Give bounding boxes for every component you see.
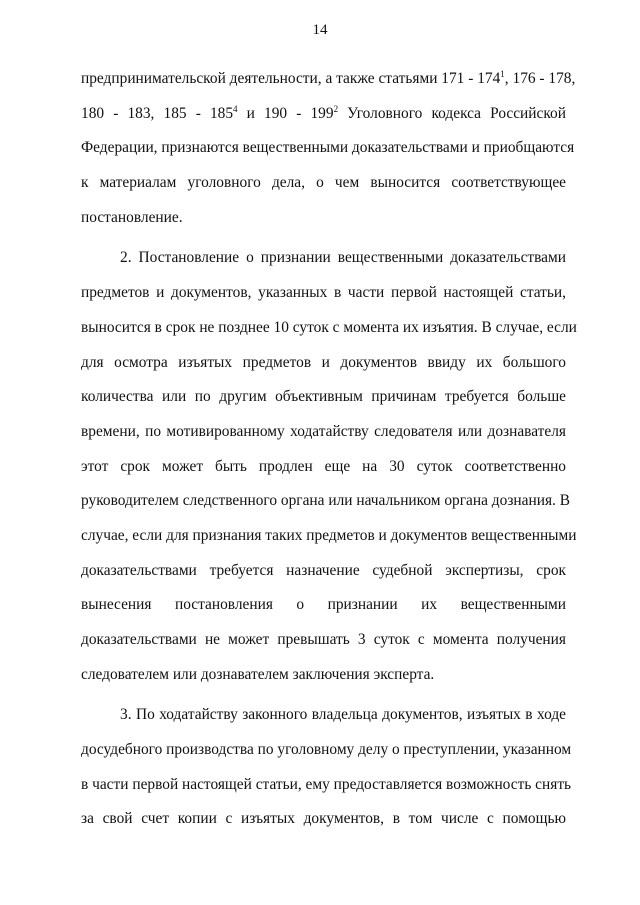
- page-number: 14: [312, 22, 328, 38]
- text-segment: доказательствами требуется назначение судебной экспертизы, срок: [81, 561, 566, 579]
- text-line: [81, 276, 566, 311]
- text-segment: постановление.: [81, 208, 183, 226]
- superscript: 4: [233, 103, 238, 114]
- text-segment: досудебного производства по уголовному делу о преступлении, указанном: [81, 741, 572, 759]
- text-segment: количества или по другим объективным причинам требуется больше: [81, 388, 566, 406]
- text-segment: случае, если для признания таких предметов и документов вещественными: [81, 526, 577, 544]
- text-line: [81, 346, 566, 381]
- text-segment: для осмотра изъятых предметов и документов ввиду их большого: [81, 353, 566, 371]
- text-line: [81, 733, 572, 768]
- text-line: [81, 768, 572, 803]
- text-line: [81, 62, 576, 97]
- text-segment: к материалам уголовного дела, о чем выносится соответствующее: [81, 174, 566, 192]
- text-segment: предпринимательской деятельности, а также статьями 171 - 174: [81, 70, 501, 87]
- text-segment: 3. По ходатайству законного владельца документов, изъятых в ходе: [120, 706, 566, 724]
- text-line: [81, 802, 566, 837]
- text-segment: Федерации, признаются вещественными доказательствами и приобщаются: [81, 139, 575, 157]
- text-segment: выносится в срок не позднее 10 суток с момента их изъятия. В случае, если: [81, 318, 577, 336]
- text-line: [81, 484, 570, 519]
- text-line: [81, 519, 577, 554]
- text-line: [81, 623, 566, 658]
- text-line: [81, 166, 566, 201]
- text-segment: вынесения постановления о признании их вещественными: [81, 596, 566, 614]
- text-segment: этот срок может быть продлен еще на 30 суток соответственно: [81, 457, 566, 475]
- text-line: [81, 658, 566, 693]
- text-line: [81, 241, 566, 276]
- text-segment: 2. Постановление о признании вещественными доказательствами: [120, 249, 566, 267]
- text-segment: руководителем следственного органа или начальником органа дознания. В: [81, 492, 570, 510]
- text-line: [81, 588, 566, 623]
- text-line: [81, 311, 577, 346]
- text-line: [81, 698, 566, 733]
- text-line: [81, 415, 566, 450]
- text-line: [81, 450, 566, 485]
- text-line: [81, 131, 575, 166]
- text-segment: предметов и документов, указанных в части первой настоящей статьи,: [81, 284, 566, 302]
- text-segment: и 190 - 199: [237, 104, 334, 122]
- paragraph-3: [81, 698, 572, 837]
- text-segment: за свой счет копии с изъятых документов, в том числе с помощью: [81, 810, 566, 828]
- text-segment: в части первой настоящей статьи, ему предоставляется возможность снять: [81, 775, 572, 793]
- superscript: 1: [500, 69, 505, 79]
- document-body: [81, 62, 577, 837]
- text-segment: доказательствами не может превышать 3 суток с момента получения: [81, 631, 566, 648]
- text-segment: Уголовного кодекса Российской: [338, 104, 566, 122]
- text-segment: , 176 - 178,: [504, 70, 576, 87]
- text-segment: 180 - 183, 185 - 185: [81, 104, 234, 122]
- text-line: [81, 201, 566, 236]
- superscript: 2: [333, 103, 339, 114]
- text-line: [81, 380, 566, 415]
- text-segment: следователем или дознавателем заключения эксперта.: [81, 665, 435, 683]
- paragraph-2: [81, 241, 577, 692]
- text-segment: времени, по мотивированному ходатайству следователя или дознавателя: [81, 422, 566, 440]
- paragraph-1: [81, 62, 576, 235]
- text-line: [81, 97, 566, 132]
- text-line: [81, 554, 566, 589]
